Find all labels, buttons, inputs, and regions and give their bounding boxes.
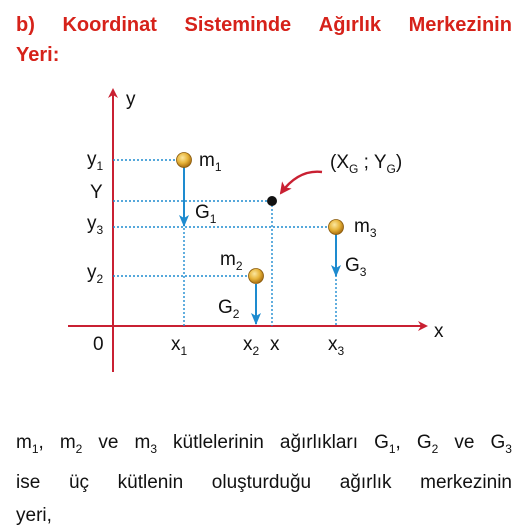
caption-word: $G_2$ <box>416 432 439 456</box>
heading-line-2: Yeri: <box>16 44 60 66</box>
caption-word: $m_1$, <box>16 432 44 456</box>
caption-line-2 <box>16 466 512 499</box>
center-of-mass-label: ($X_G$ ; $Y_G$) <box>330 152 403 176</box>
caption-word: $G_1$, <box>374 432 401 456</box>
caption-line-1 <box>16 426 512 466</box>
label-m2: $m_2$ <box>220 249 243 273</box>
origin-label: 0 <box>93 334 104 355</box>
label-g3: $G_3$ <box>345 255 367 279</box>
mass-ball-m2 <box>249 269 264 284</box>
tick-y2: $y_2$ <box>87 262 104 286</box>
center-pointer-arrow <box>281 172 322 193</box>
tick-X: x <box>270 334 280 355</box>
caption-word: ve <box>454 432 475 453</box>
caption-word: ise <box>16 471 41 493</box>
y-axis-label: y <box>126 89 136 110</box>
label-m1: $m_1$ <box>199 150 222 174</box>
heading-word: b) <box>16 14 35 36</box>
caption-word: ağırlıkları <box>279 432 359 453</box>
heading-word: Koordinat <box>62 14 157 36</box>
tick-x2: $x_2$ <box>243 334 260 358</box>
caption-word: üç <box>68 471 90 493</box>
caption-word: $G_3$ <box>490 432 512 456</box>
label-g2: $G_2$ <box>218 297 240 321</box>
caption-word: $m_2$ <box>59 432 83 456</box>
mass-ball-m3 <box>329 220 344 235</box>
x-axis-label: x <box>434 321 444 342</box>
caption-word: ve <box>98 432 119 453</box>
tick-y3: $y_3$ <box>87 213 104 237</box>
tick-x1: $x_1$ <box>171 334 188 358</box>
tick-x3: $x_3$ <box>328 334 345 358</box>
mass-ball-m1 <box>177 153 192 168</box>
caption-word: $m_3$ <box>134 432 157 456</box>
caption-word: kütlenin <box>117 471 184 493</box>
caption-word: kütlelerinin <box>173 432 264 453</box>
label-m3: $m_3$ <box>354 216 377 240</box>
tick-Y: Y <box>90 182 103 203</box>
caption-word: ağırlık <box>339 471 392 493</box>
caption-text <box>16 426 512 532</box>
tick-y1: $y_1$ <box>87 149 104 173</box>
label-g1: $G_1$ <box>195 202 217 226</box>
center-of-mass-dot <box>267 196 277 206</box>
caption-word: oluşturduğu <box>211 471 312 493</box>
caption-word: merkezinin <box>420 471 512 493</box>
heading-word: Sisteminde <box>184 14 292 36</box>
caption-line-3: yeri, <box>16 504 52 526</box>
heading-word: Ağırlık <box>318 14 382 36</box>
heading-word: Merkezinin <box>408 14 512 36</box>
